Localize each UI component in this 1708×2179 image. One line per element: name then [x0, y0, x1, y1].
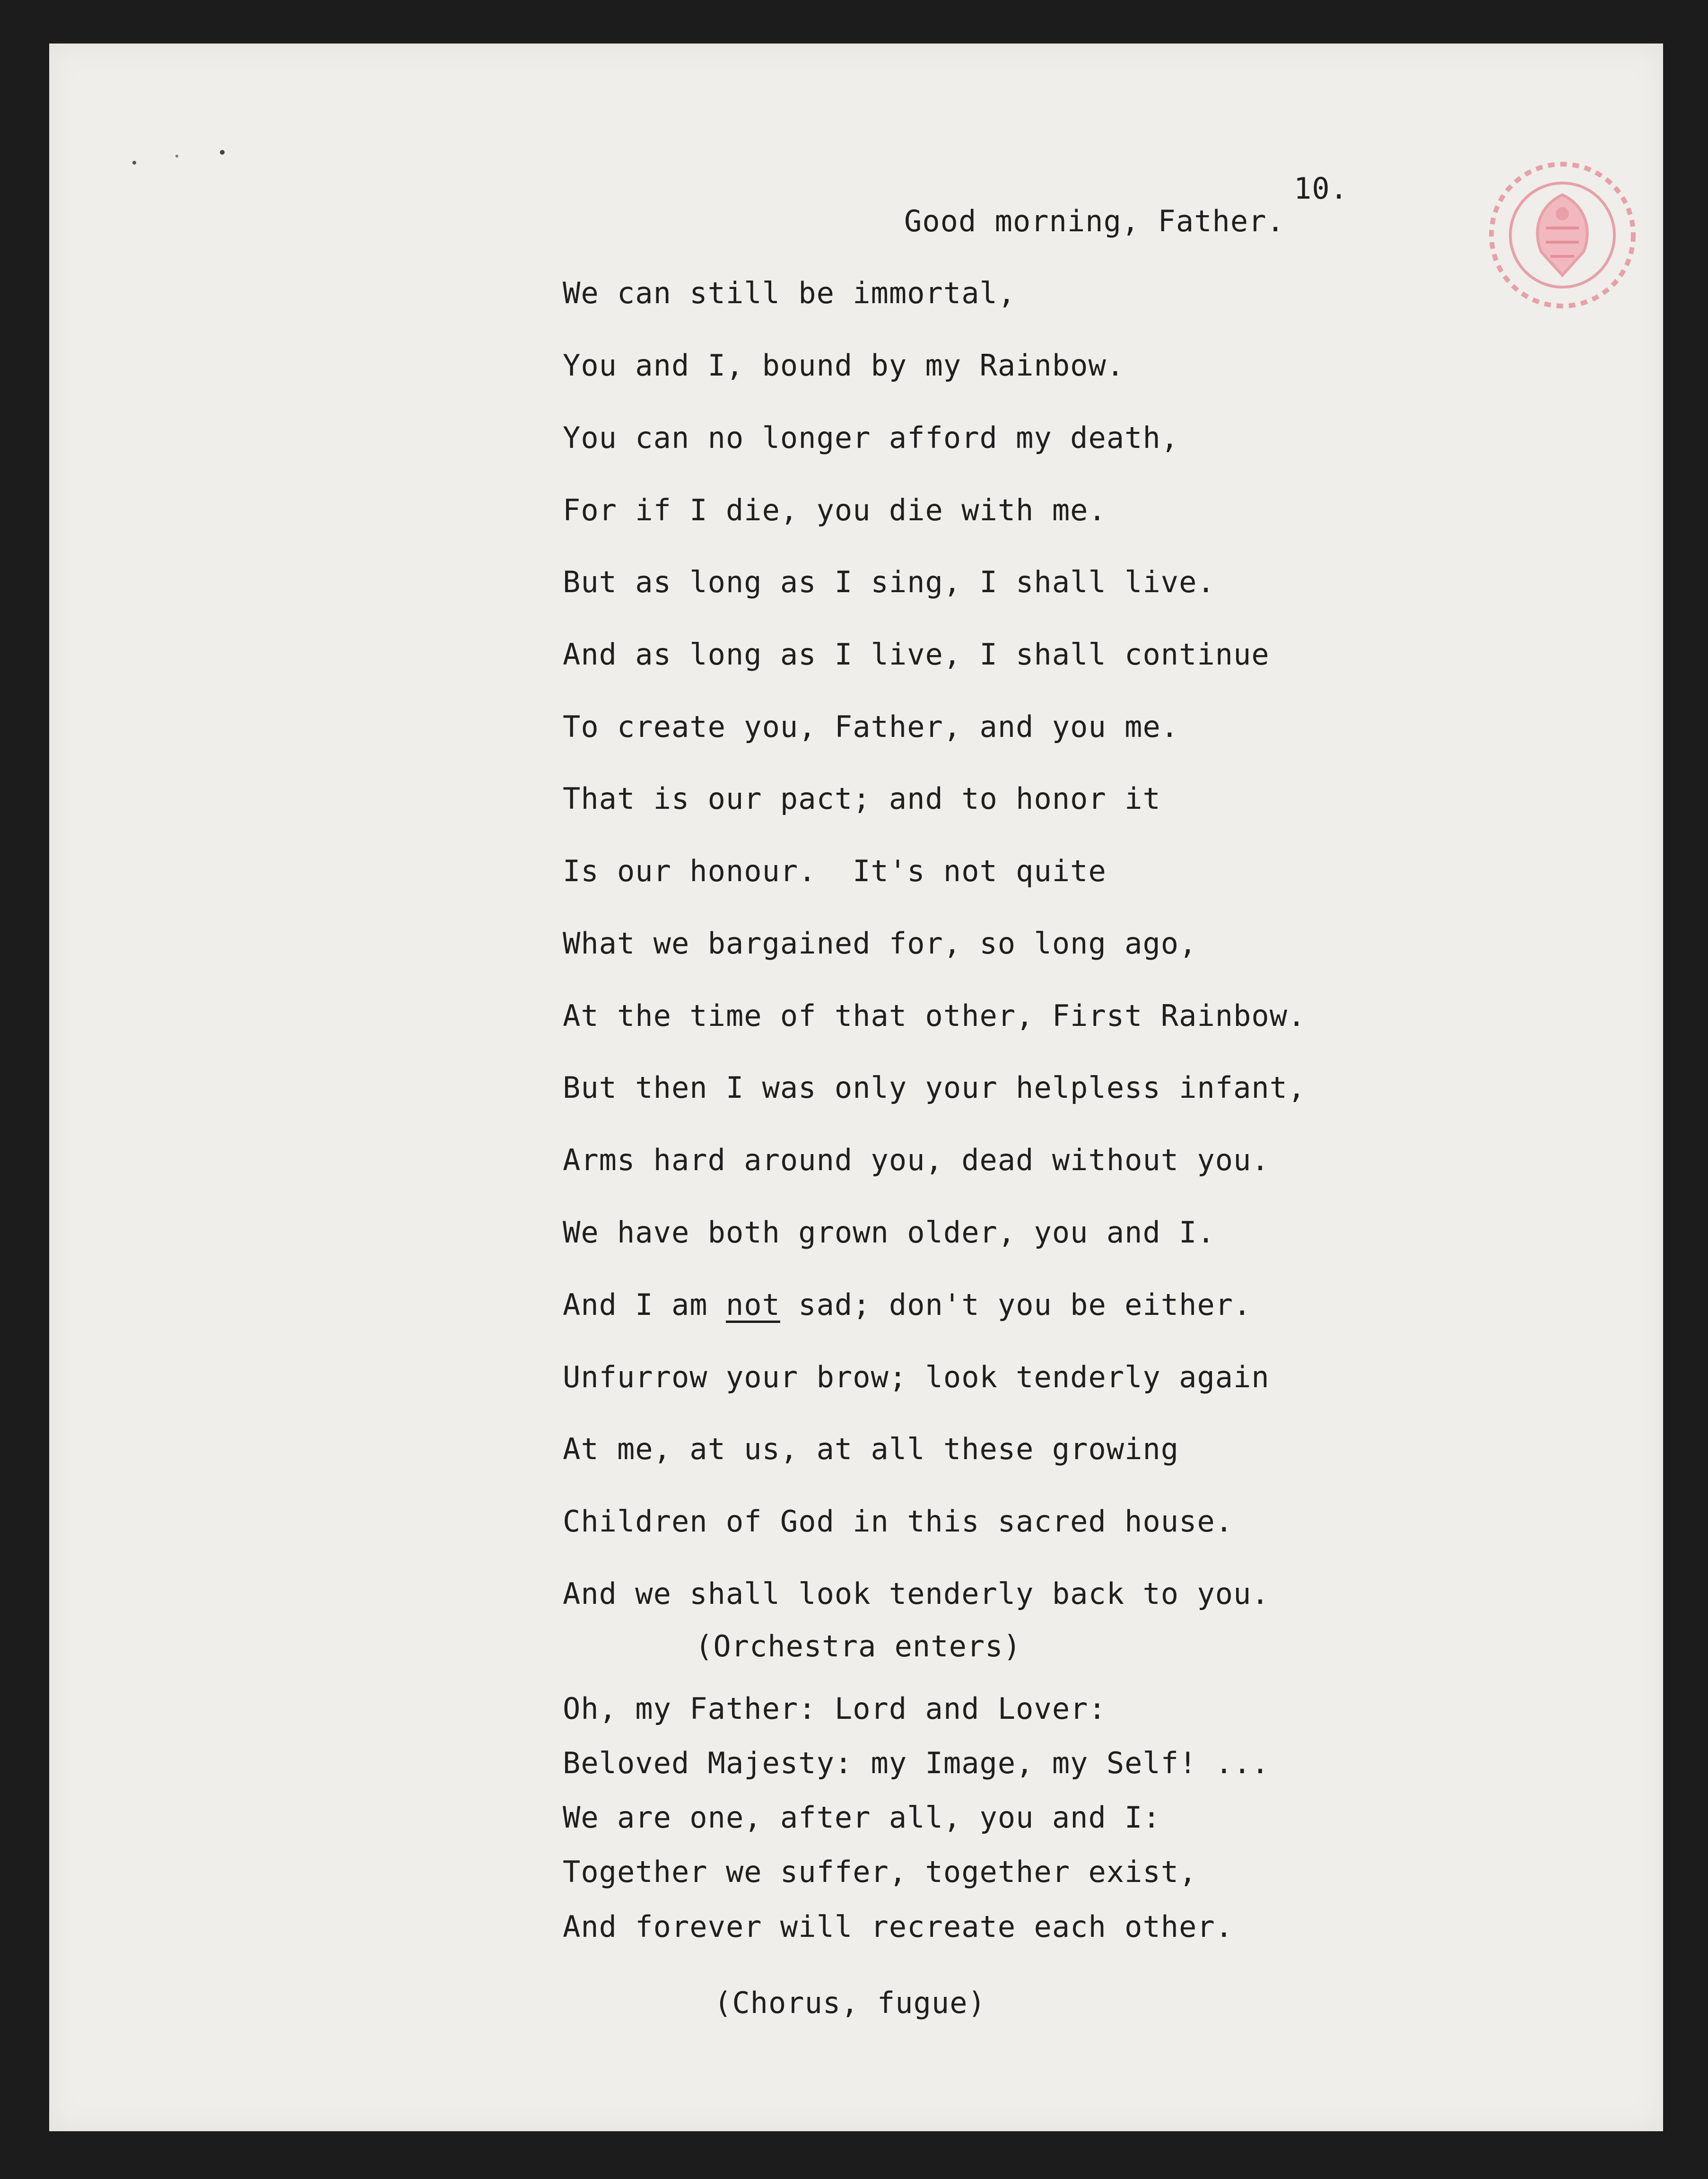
verse-line: And forever will recreate each other.: [563, 1909, 1234, 1944]
verse-line: That is our pact; and to honor it: [563, 781, 1161, 816]
verse-line: Unfurrow your brow; look tenderly again: [563, 1360, 1270, 1394]
line-greeting: Good morning, Father.: [904, 204, 1285, 238]
verse-line: We are one, after all, you and I:: [563, 1800, 1161, 1835]
verse-line: And we shall look tenderly back to you.: [563, 1576, 1270, 1611]
library-stamp-icon: [1484, 157, 1640, 313]
verse-line: Oh, my Father: Lord and Lover:: [563, 1691, 1107, 1726]
verse-line: You can no longer afford my death,: [563, 420, 1179, 455]
paper-specks: [130, 148, 253, 176]
verse-line: But then I was only your helpless infant,: [563, 1070, 1306, 1105]
verse-line: And as long as I live, I shall continue: [563, 637, 1270, 672]
verse-line: What we bargained for, so long ago,: [563, 926, 1197, 961]
verse-line: For if I die, you die with me.: [563, 493, 1107, 527]
document-page: [49, 44, 1663, 2131]
verse-line: To create you, Father, and you me.: [563, 709, 1179, 744]
verse-line-underlined: [563, 1287, 1252, 1322]
verse-line: Arms hard around you, dead without you.: [563, 1143, 1270, 1177]
verse-fragment: sad; don't you be either.: [780, 1287, 1252, 1322]
verse-line: We can still be immortal,: [563, 276, 1016, 310]
underlined-word: not: [725, 1287, 780, 1322]
verse-line: We have both grown older, you and I.: [563, 1215, 1215, 1250]
verse-fragment: And I am: [563, 1287, 726, 1322]
page-number: 10.: [1294, 171, 1348, 206]
verse-line: You and I, bound by my Rainbow.: [563, 348, 1125, 383]
verse-line: At me, at us, at all these growing: [563, 1432, 1179, 1466]
stage-direction: (Chorus, fugue): [714, 1986, 986, 2020]
verse-line: Is our honour. It's not quite: [563, 854, 1107, 888]
verse-line: Beloved Majesty: my Image, my Self! ...: [563, 1746, 1270, 1780]
verse-line: Children of God in this sacred house.: [563, 1504, 1234, 1539]
stage-direction: (Orchestra enters): [695, 1629, 1021, 1663]
verse-line: Together we suffer, together exist,: [563, 1855, 1197, 1889]
verse-line: But as long as I sing, I shall live.: [563, 565, 1215, 599]
verse-line: At the time of that other, First Rainbow.: [563, 998, 1306, 1033]
